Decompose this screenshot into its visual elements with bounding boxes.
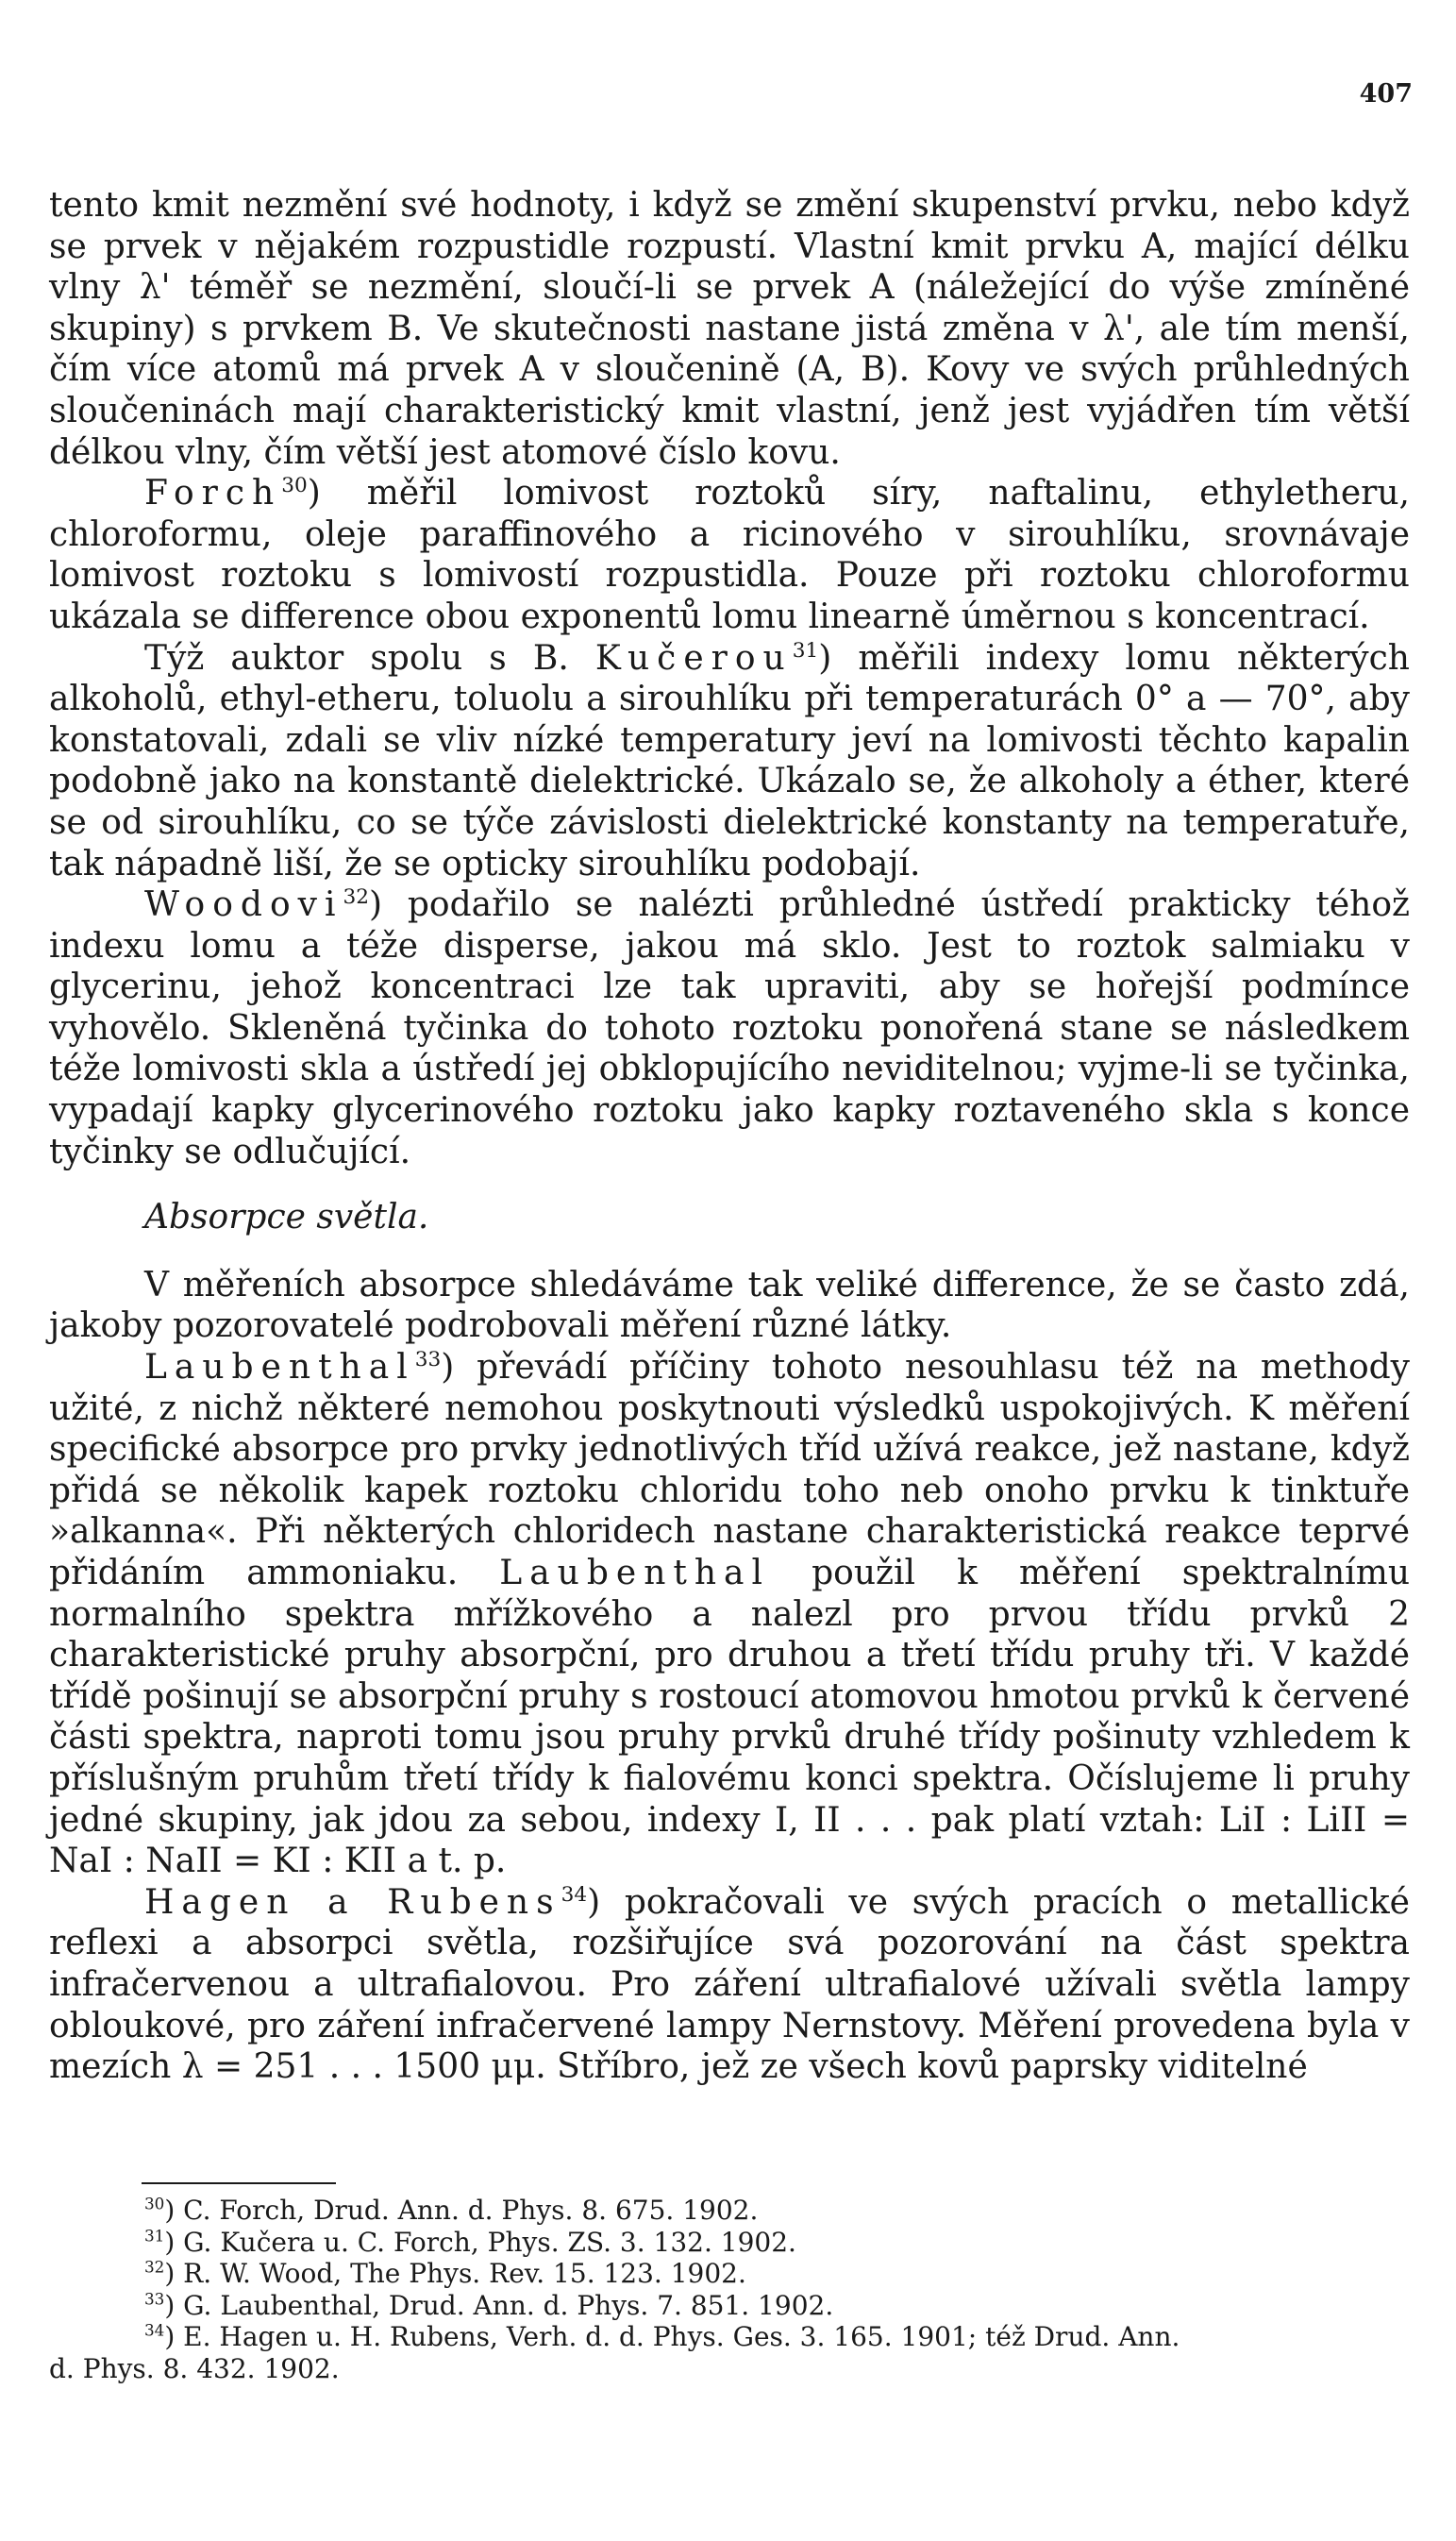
author-name: Forch — [144, 474, 282, 513]
footnote-text: d. Phys. 8. 432. 1902. — [49, 2352, 340, 2384]
footnote-ref: 30 — [281, 474, 308, 498]
paragraph-wood — [49, 884, 1410, 1172]
paragraph-absorption-intro: V měřeních absorpce shledáváme tak veliké difference, že se často zdá, jakoby pozorovatelé podrobovali měření různé látky. — [49, 1265, 1410, 1346]
footnote-ref: 31 — [792, 638, 819, 663]
footnote — [49, 2321, 1410, 2353]
author-name: Woodovi — [144, 885, 343, 925]
author-name: Laubenthal — [144, 1348, 415, 1388]
author-name: Hagen a Rubens — [144, 1882, 561, 1922]
paragraph-text: ) měřil lomivost roztoků síry, naftalinu, ethyletheru, chloroformu, oleje paraffinového a ricinového v sirouhlíku, srovnávaje lomivost roztoku s lomivostí rozpustidla. Pouze při roztoku chloroformu ukázala se difference obou exponentů lomu linearně úměrnou s koncentrací. — [49, 474, 1410, 636]
footnote-mark: 31 — [144, 2226, 165, 2246]
section-heading: Absorpce světla. — [144, 1198, 429, 1237]
footnote-mark: 34 — [144, 2320, 165, 2340]
page-number: 407 — [1359, 79, 1413, 109]
footnote — [49, 2227, 1410, 2259]
footnote-ref: 33 — [414, 1348, 442, 1372]
footnote — [49, 2290, 1410, 2322]
footnote-ref: 32 — [343, 885, 369, 910]
footnote-mark: 32 — [144, 2257, 165, 2277]
paragraph-1: tento kmit nezmění své hodnoty, i když se změní skupenství prvku, nebo když se prvek v nějakém rozpustidle rozpustí. Vlastní kmit prvku A, mající délku vlny λ' téměř se nezmění, sloučí-li se prvek A (náležející do výše zmíněné skupiny) s prvkem B. Ve skutečnosti nastane jistá změna v λ', ale tím menší, čím více atomů má prvek A v sloučenině (A, B). Kovy ve svých průhledných sloučeninách mají charakteristický kmit vlastní, jenž jest vyjádřen tím větší délkou vlny, čím větší jest atomové číslo kovu. — [49, 186, 1410, 472]
paragraph-laubenthal — [49, 1347, 1410, 1882]
footnote-mark: 30 — [144, 2194, 165, 2213]
paragraph-text: použil k měření spektralnímu normalního spektra mřížkového a nalezl pro prvou třídu prvků 2 charakteristické pruhy absorpční, pro druhou a třetí třídu pruhy tři. V každé třídě pošinují se absorpční pruhy s rostoucí atomovou hmotou prvků k červené části spektra, naproti tomu jsou pruhy prvků druhé třídy pošinuty vzhledem k příslušným pruhům třetí třídy k fialovému konci spektra. Očíslujeme li pruhy jedné skupiny, jak jdou za sebou, indexy I, II . . . pak platí vztah: LiI : LiII = NaI : NaII = KI : KII a t. p. — [49, 1554, 1411, 1881]
footnote-text: ) G. Laubenthal, Drud. Ann. d. Phys. 7. 851. 1902. — [164, 2289, 834, 2321]
footnote — [49, 2195, 1410, 2227]
footnote-text: ) R. W. Wood, The Phys. Rev. 15. 123. 1902. — [164, 2258, 746, 2289]
paragraph-kucera — [49, 638, 1410, 885]
footnote-text: ) E. Hagen u. H. Rubens, Verh. d. d. Phys. Ges. 3. 165. 1901; též Drud. Ann. — [164, 2321, 1180, 2352]
footnote-text: ) C. Forch, Drud. Ann. d. Phys. 8. 675. 1902. — [164, 2195, 759, 2226]
paragraph-forch — [49, 473, 1410, 637]
paragraph-text: ) podařilo se nalézti průhledné ústředí prakticky téhož indexu lomu a téže disperse, jakou má sklo. Jest to roztok salmiaku v glycerinu, jehož koncentraci lze tak upraviti, aby se hořejší podmínce vyhovělo. Skleněná tyčinka do tohoto roztoku ponořená stane se následkem téže lomivosti skla a ústředí jej obklopujícího neviditelnou; vyjme-li se tyčinka, vypadají kapky glycerinového roztoku jako kapky roztaveného skla s konce tyčinky se odlučující. — [49, 885, 1410, 1171]
paragraph-text: ) měřili indexy lomu některých alkoholů, ethyl-etheru, toluolu a sirouhlíku při temperaturách 0° a — 70°, aby konstatovali, zdali se vliv nízké temperatury jeví na lomivosti těchto kapalin podobně jako na konstantě dielektrické. Ukázalo se, že alkoholy a éther, které se od sirouhlíku, co se týče závislosti dielektrické konstanty na temperatuře, tak nápadně liší, že se opticky sirouhlíku podobají. — [49, 638, 1410, 883]
footnote-text: ) G. Kučera u. C. Forch, Phys. ZS. 3. 132. 1902. — [164, 2226, 796, 2258]
author-name: Laubenthal — [499, 1554, 771, 1592]
paragraph-hagen-rubens — [49, 1882, 1410, 2088]
footnotes — [49, 2195, 1410, 2384]
footnote-ref: 34 — [561, 1882, 588, 1907]
paragraph-text: Týž auktor spolu s B. — [144, 638, 595, 678]
footnote-continuation — [49, 2353, 1410, 2385]
paragraph-text: ) pokračovali ve svých pracích o metallické reflexi a absorpci světla, rozšiřujíce svá pozorování na část spektra infračervenou a ultrafialovou. Pro záření ultrafialové užívali světla lampy obloukové, pro záření infračervené lampy Nernstovy. Měření provedena byla v mezích λ = 251 . . . 1500 μμ. Stříbro, jež ze všech kovů paprsky viditelné — [49, 1882, 1410, 2087]
footnote-divider — [142, 2182, 336, 2184]
footnote-mark: 33 — [144, 2289, 165, 2309]
paragraph-text: ) převádí příčiny tohoto nesouhlasu též na methody užité, z nichž některé nemohou poskytnouti výsledků uspokojivých. K měření specifické absorpce pro prvky jednotlivých tříd užívá reakce, jež nastane, když přidá se několik kapek roztoku chloridu toho neb onoho prvku k tinktuře »alkanna«. Při některých chloridech nastane charakteristická reakce teprvé přidáním ammoniaku. — [49, 1348, 1410, 1592]
body-text — [49, 185, 1410, 2088]
footnote — [49, 2258, 1410, 2290]
author-name: Kučerou — [594, 638, 793, 678]
